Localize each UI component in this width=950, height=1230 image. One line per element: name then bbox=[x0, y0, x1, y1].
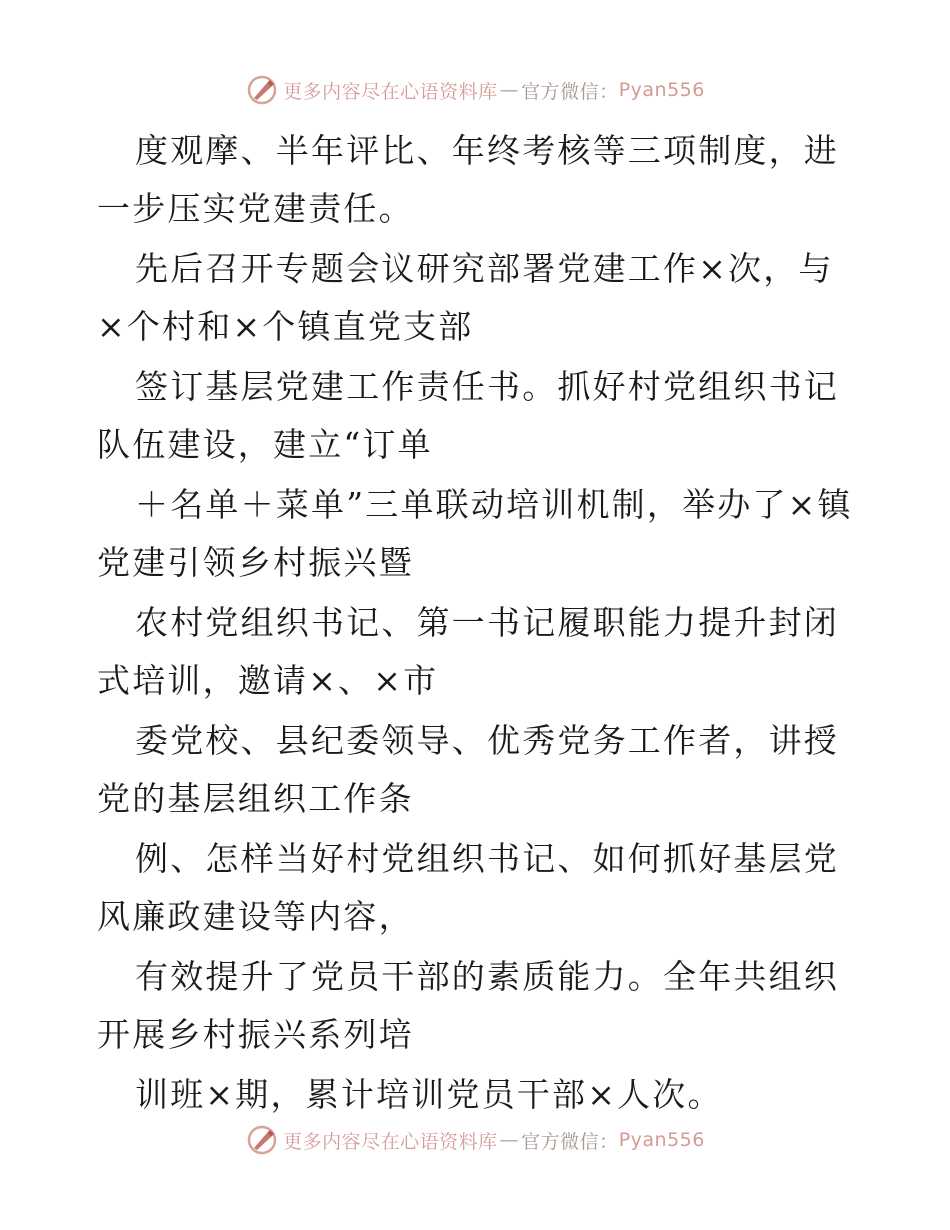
footer-watermark bbox=[0, 1120, 950, 1160]
paragraph-3: 签订基层党建工作责任书。抓好村党组织书记队伍建设，建立“订单 bbox=[97, 367, 839, 464]
watermark-label: 官方微信： bbox=[521, 80, 619, 103]
watermark-dash: — bbox=[499, 1129, 520, 1151]
paragraph-5: 农村党组织书记、第一书记履职能力提升封闭式培训，邀请×、×市 bbox=[97, 603, 839, 700]
watermark-id: Pyan556 bbox=[618, 1129, 705, 1151]
paragraph-1: 度观摩、半年评比、年终考核等三项制度，进一步压实党建责任。 bbox=[97, 131, 839, 228]
document-body bbox=[97, 122, 857, 1126]
paragraph-2: 先后召开专题会议研究部署党建工作×次，与×个村和×个镇直党支部 bbox=[97, 249, 834, 346]
watermark-id: Pyan556 bbox=[618, 79, 705, 101]
paragraph-4: ＋名单＋菜单”三单联动培训机制，举办了×镇党建引领乡村振兴暨 bbox=[97, 485, 853, 582]
paragraph-7: 例、怎样当好村党组织书记、如何抓好基层党风廉政建设等内容， bbox=[97, 839, 839, 936]
watermark-label: 官方微信： bbox=[521, 1130, 619, 1153]
watermark-brand: 更多内容尽在心语资料库 bbox=[283, 80, 498, 103]
pen-nib-icon bbox=[245, 1123, 279, 1157]
watermark-brand: 更多内容尽在心语资料库 bbox=[283, 1130, 498, 1153]
watermark-dash: — bbox=[499, 79, 520, 101]
paragraph-8: 有效提升了党员干部的素质能力。全年共组织开展乡村振兴系列培 bbox=[97, 957, 839, 1054]
pen-nib-icon bbox=[245, 73, 279, 107]
header-watermark bbox=[0, 70, 950, 110]
paragraph-6: 委党校、县纪委领导、优秀党务工作者，讲授党的基层组织工作条 bbox=[97, 721, 839, 818]
paragraph-9: 训班×期，累计培训党员干部×人次。 bbox=[135, 1075, 723, 1114]
